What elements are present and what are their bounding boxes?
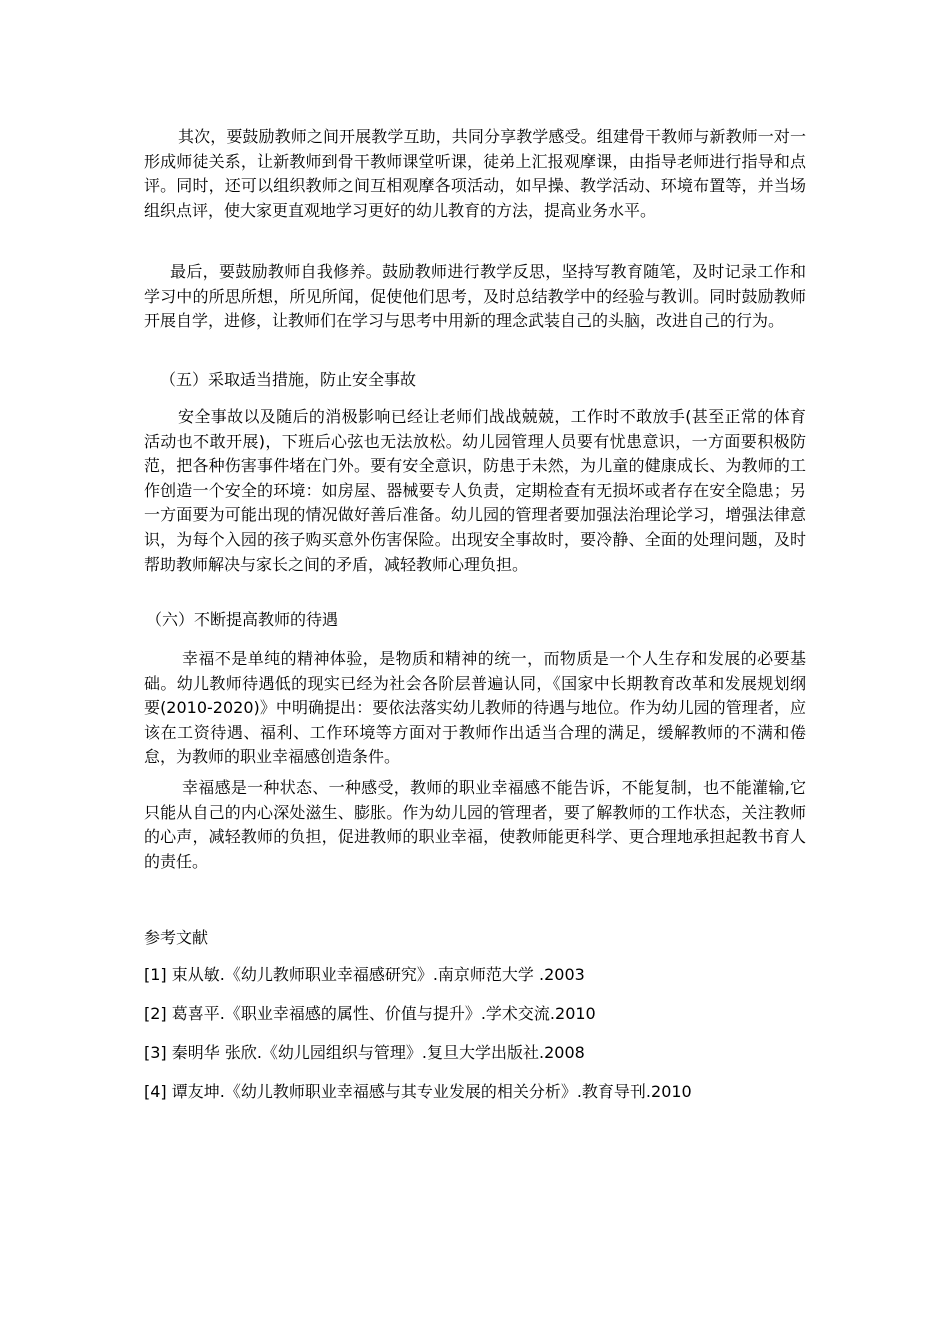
section-heading-treatment: （六）不断提高教师的待遇: [146, 610, 339, 629]
reference-item-4: [4] 谭友坤.《幼儿教师职业幸福感与其专业发展的相关分析》.教育导刊.2010: [144, 1082, 692, 1101]
section-heading-safety: （五）采取适当措施，防止安全事故: [160, 370, 417, 389]
paragraph-safety-accidents: 安全事故以及随后的消极影响已经让老师们战战兢兢，工作时不敢放手(甚至正常的体育活动也不敢开展)，下班后心弦也无法放松。幼儿园管理人员要有忧患意识，一方面要积极防范，把各种伤害事件堵在门外。要有安全意识，防患于未然，为儿童的健康成长、为教师的工作创造一个安全的环境：如房屋、器械要专人负责，定期检查有无损坏或者存在安全隐患；另一方面要为可能出现的情况做好善后准备。幼儿园的管理者要加强法治理论学习，增强法律意识，为每个入园的孩子购买意外伤害保险。出现安全事故时，要冷静、全面的处理问题，及时帮助教师解决与家长之间的矛盾，减轻教师心理负担。: [144, 407, 806, 574]
paragraph-happiness-state: 幸福感是一种状态、一种感受，教师的职业幸福感不能告诉，不能复制，也不能灌输,它只能从自己的内心深处滋生、膨胀。作为幼儿园的管理者，要了解教师的工作状态，关注教师的心声，减轻教师的负担，促进教师的职业幸福，使教师能更科学、更合理地承担起教书育人的责任。: [144, 778, 806, 871]
paragraph-material-basis: 幸福不是单纯的精神体验，是物质和精神的统一，而物质是一个人生存和发展的必要基础。幼儿教师待遇低的现实已经为社会各阶层普遍认同，《国家中长期教育改革和发展规划纲要(2010-2020)》中明确提出：要依法落实幼儿教师的待遇与地位。作为幼儿园的管理者，应该在工资待遇、福利、工作环境等方面对于教师作出适当合理的满足，缓解教师的不满和倦怠，为教师的职业幸福感创造条件。: [144, 649, 806, 767]
reference-item-1: [1] 束从敏.《幼儿教师职业幸福感研究》.南京师范大学 .2003: [144, 965, 585, 984]
references-title: 参考文献: [144, 928, 209, 947]
reference-item-2: [2] 葛喜平.《职业幸福感的属性、价值与提升》.学术交流.2010: [144, 1004, 596, 1023]
paragraph-self-cultivation: 最后，要鼓励教师自我修养。鼓励教师进行教学反思，坚持写教育随笔，及时记录工作和学习中的所思所想，所见所闻，促使他们思考，及时总结教学中的经验与教训。同时鼓励教师开展自学，进修，让教师们在学习与思考中用新的理念武装自己的头脑，改进自己的行为。: [144, 262, 806, 331]
paragraph-mutual-teaching-help: 其次，要鼓励教师之间开展教学互助，共同分享教学感受。组建骨干教师与新教师一对一形成师徒关系，让新教师到骨干教师课堂听课，徒弟上汇报观摩课，由指导老师进行指导和点评。同时，还可以组织教师之间互相观摩各项活动，如早操、教学活动、环境布置等，并当场组织点评，使大家更直观地学习更好的幼儿教育的方法，提高业务水平。: [144, 127, 806, 220]
reference-item-3: [3] 秦明华 张欣.《幼儿园组织与管理》.复旦大学出版社.2008: [144, 1043, 585, 1062]
